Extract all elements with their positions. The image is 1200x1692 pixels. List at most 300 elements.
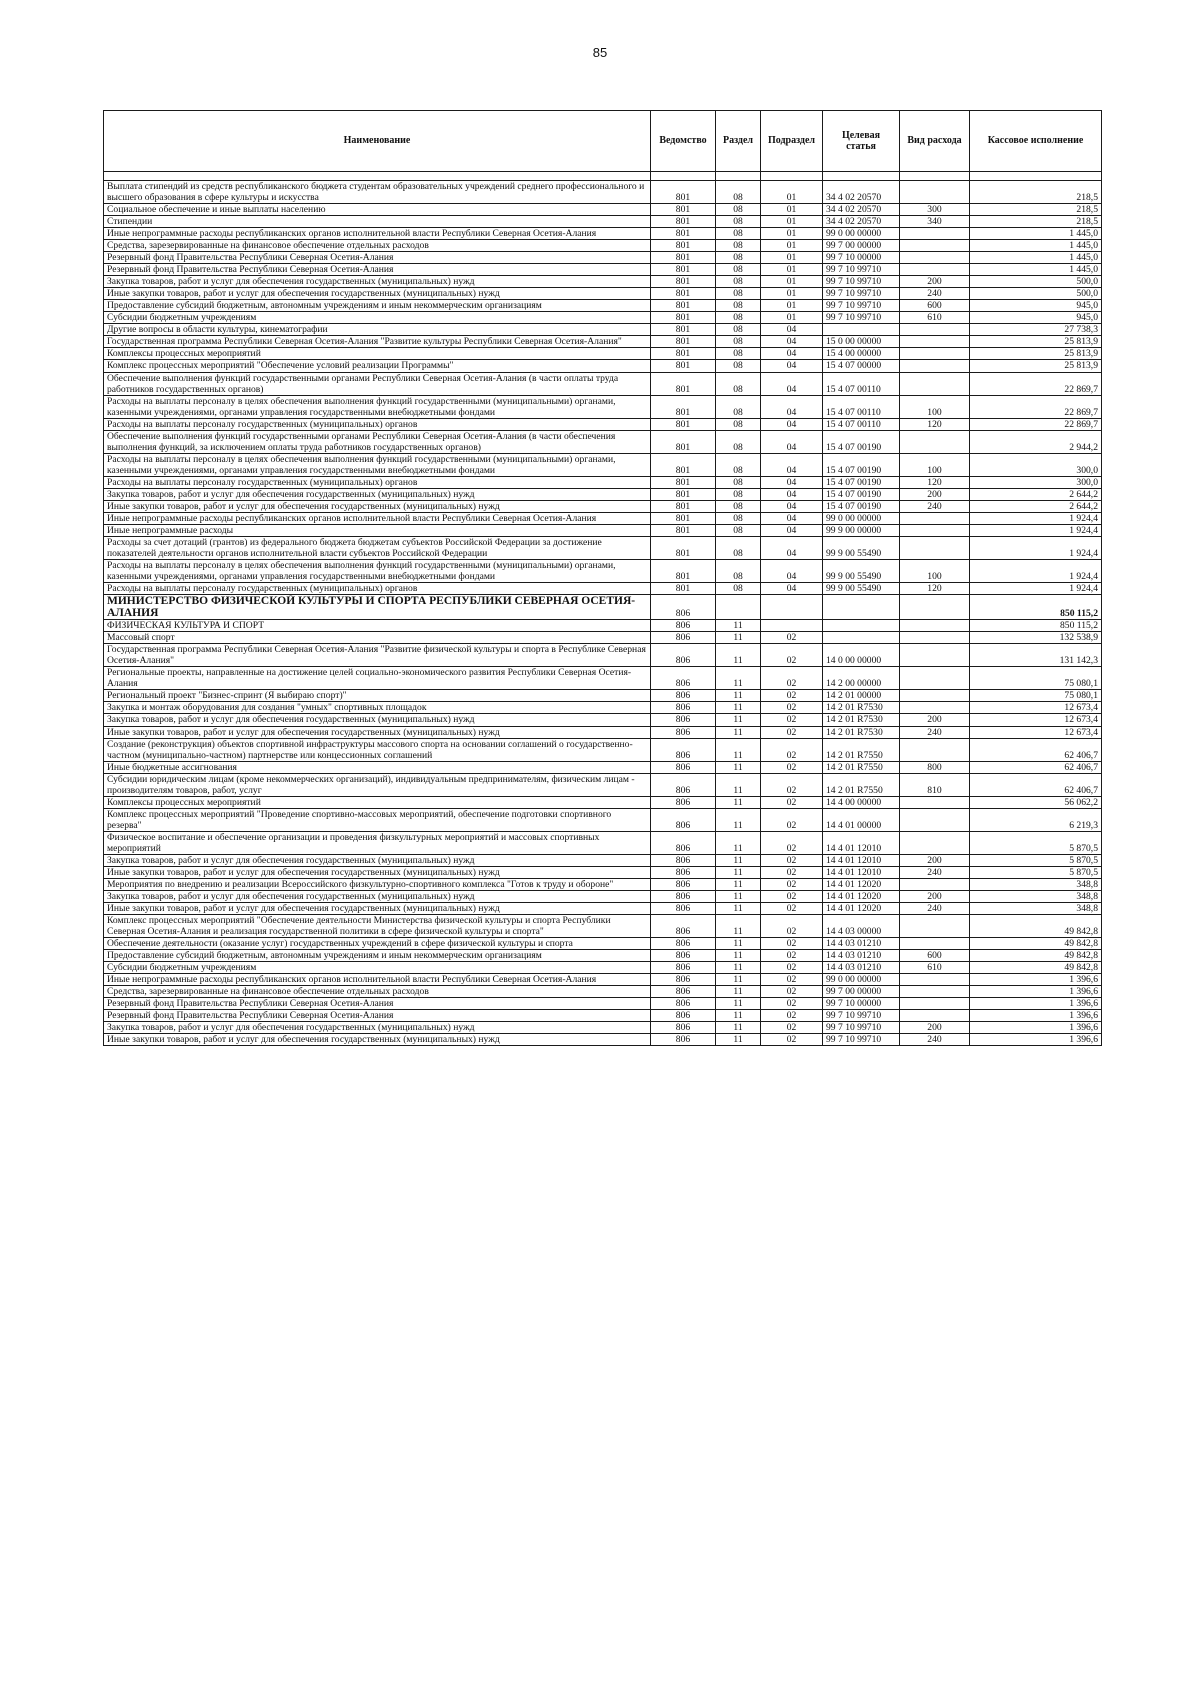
cell-vid-raskhoda: 200: [900, 276, 970, 288]
cell-celevaya-statya: 99 0 00 00000: [823, 228, 900, 240]
cell-name: МИНИСТЕРСТВО ФИЗИЧЕСКОЙ КУЛЬТУРЫ И СПОРТА РЕСПУБЛИКИ СЕВЕРНАЯ ОСЕТИЯ-АЛАНИЯ: [104, 595, 651, 620]
cell-vid-raskhoda: [900, 738, 970, 761]
cell-razdel: 11: [716, 890, 761, 902]
cell-name: Комплекс процессных мероприятий "Обеспечение деятельности Министерства физической культуры и спорта Республики Северная Осетия-Алания и реализация государственной политики в сфере физической культуры и спорта": [104, 915, 651, 938]
cell-vid-raskhoda: [900, 536, 970, 559]
cell-vedomstvo: 801: [651, 252, 716, 264]
table-header-row: [104, 111, 1102, 172]
cell-razdel: 08: [716, 500, 761, 512]
cell-name: Комплексы процессных мероприятий: [104, 348, 651, 360]
table-row: [104, 878, 1102, 890]
cell-name: Резервный фонд Правительства Республики Северная Осетия-Алания: [104, 1010, 651, 1022]
cell-vid-raskhoda: [900, 336, 970, 348]
cell-vid-raskhoda: [900, 620, 970, 632]
cell-celevaya-statya: 15 4 07 00000: [823, 360, 900, 372]
cell-podrazdel: [761, 620, 823, 632]
cell-kassovoe-ispolnenie: 1 924,4: [970, 512, 1102, 524]
page-number: 85: [592, 45, 608, 60]
cell-kassovoe-ispolnenie: 25 813,9: [970, 360, 1102, 372]
cell-kassovoe-ispolnenie: 75 080,1: [970, 667, 1102, 690]
cell-celevaya-statya: 15 4 07 00190: [823, 453, 900, 476]
cell-razdel: 08: [716, 300, 761, 312]
cell-podrazdel: 02: [761, 915, 823, 938]
cell-podrazdel: 04: [761, 560, 823, 583]
cell-name: Иные закупки товаров, работ и услуг для обеспечения государственных (муниципальных) нужд: [104, 1034, 651, 1046]
cell-vid-raskhoda: 610: [900, 312, 970, 324]
table-row: [104, 453, 1102, 476]
cell-name: Комплекс процессных мероприятий "Проведение спортивно-массовых мероприятий, обеспечение подготовки спортивного резерва": [104, 808, 651, 831]
cell-name: Резервный фонд Правительства Республики Северная Осетия-Алания: [104, 998, 651, 1010]
cell-vedomstvo: 801: [651, 430, 716, 453]
cell-kassovoe-ispolnenie: 49 842,8: [970, 915, 1102, 938]
cell-vid-raskhoda: [900, 228, 970, 240]
cell-celevaya-statya: 99 7 10 99710: [823, 288, 900, 300]
table-row: [104, 336, 1102, 348]
cell-vedomstvo: 806: [651, 1022, 716, 1034]
cell-vid-raskhoda: 610: [900, 962, 970, 974]
cell-podrazdel: 04: [761, 453, 823, 476]
cell-vid-raskhoda: [900, 808, 970, 831]
cell-kassovoe-ispolnenie: 2 644,2: [970, 488, 1102, 500]
cell-razdel: 08: [716, 488, 761, 500]
cell-podrazdel: 02: [761, 714, 823, 726]
cell-vedomstvo: 806: [651, 890, 716, 902]
cell-vedomstvo: 806: [651, 998, 716, 1010]
cell-name: Субсидии бюджетным учреждениям: [104, 962, 651, 974]
cell-podrazdel: 02: [761, 962, 823, 974]
cell-podrazdel: 02: [761, 938, 823, 950]
cell-vid-raskhoda: 240: [900, 500, 970, 512]
cell-kassovoe-ispolnenie: 1 396,6: [970, 974, 1102, 986]
cell-kassovoe-ispolnenie: 1 396,6: [970, 998, 1102, 1010]
cell-kassovoe-ispolnenie: 1 396,6: [970, 1022, 1102, 1034]
cell-vedomstvo: 801: [651, 536, 716, 559]
cell-name: Закупка товаров, работ и услуг для обеспечения государственных (муниципальных) нужд: [104, 714, 651, 726]
cell-name: Субсидии юридическим лицам (кроме некоммерческих организаций), индивидуальным предпринимателям, физическим лицам - производителям товаров, работ, услуг: [104, 773, 651, 796]
cell-name: Стипендии: [104, 216, 651, 228]
cell-vid-raskhoda: [900, 702, 970, 714]
cell-vid-raskhoda: [900, 644, 970, 667]
cell-celevaya-statya: 14 2 01 R7530: [823, 714, 900, 726]
cell-podrazdel: 02: [761, 702, 823, 714]
cell-razdel: 11: [716, 808, 761, 831]
cell-podrazdel: [761, 595, 823, 620]
cell-name: Средства, зарезервированные на финансовое обеспечение отдельных расходов: [104, 986, 651, 998]
table-row: [104, 288, 1102, 300]
cell-kassovoe-ispolnenie: 27 738,3: [970, 324, 1102, 336]
cell-kassovoe-ispolnenie: 1 445,0: [970, 228, 1102, 240]
cell-kassovoe-ispolnenie: 2 644,2: [970, 500, 1102, 512]
cell-kassovoe-ispolnenie: 6 219,3: [970, 808, 1102, 831]
cell-celevaya-statya: 34 4 02 20570: [823, 204, 900, 216]
table-row: [104, 418, 1102, 430]
cell-celevaya-statya: 99 0 00 00000: [823, 512, 900, 524]
cell-vid-raskhoda: 200: [900, 1022, 970, 1034]
cell-name: ФИЗИЧЕСКАЯ КУЛЬТУРА И СПОРТ: [104, 620, 651, 632]
cell-razdel: 11: [716, 690, 761, 702]
cell-podrazdel: 01: [761, 312, 823, 324]
table-row: [104, 808, 1102, 831]
cell-name: Иные закупки товаров, работ и услуг для обеспечения государственных (муниципальных) нужд: [104, 288, 651, 300]
cell-celevaya-statya: 99 7 10 00000: [823, 252, 900, 264]
cell-razdel: 08: [716, 312, 761, 324]
cell-podrazdel: 02: [761, 761, 823, 773]
cell-podrazdel: 02: [761, 1022, 823, 1034]
cell-vedomstvo: 801: [651, 204, 716, 216]
cell-name: Резервный фонд Правительства Республики Северная Осетия-Алания: [104, 264, 651, 276]
cell-vedomstvo: 801: [651, 418, 716, 430]
cell-kassovoe-ispolnenie: 5 870,5: [970, 854, 1102, 866]
cell-vid-raskhoda: [900, 348, 970, 360]
cell-vid-raskhoda: [900, 690, 970, 702]
cell-name: Обеспечение выполнения функций государственными органами Республики Северная Осетия-Алания (в части оплаты труда работников государственных органов): [104, 372, 651, 395]
cell-vedomstvo: 801: [651, 264, 716, 276]
cell-razdel: 11: [716, 667, 761, 690]
cell-podrazdel: 01: [761, 264, 823, 276]
table-row: [104, 300, 1102, 312]
cell-razdel: 08: [716, 336, 761, 348]
cell-podrazdel: 01: [761, 276, 823, 288]
cell-kassovoe-ispolnenie: 49 842,8: [970, 962, 1102, 974]
cell-celevaya-statya: 15 0 00 00000: [823, 336, 900, 348]
cell-celevaya-statya: 99 7 10 99710: [823, 1010, 900, 1022]
cell-kassovoe-ispolnenie: 500,0: [970, 276, 1102, 288]
table-row: [104, 1034, 1102, 1046]
cell-razdel: 08: [716, 395, 761, 418]
cell-vid-raskhoda: 200: [900, 854, 970, 866]
cell-vid-raskhoda: [900, 372, 970, 395]
cell-celevaya-statya: 99 9 00 55490: [823, 536, 900, 559]
cell-podrazdel: 02: [761, 974, 823, 986]
cell-name: Закупка товаров, работ и услуг для обеспечения государственных (муниципальных) нужд: [104, 890, 651, 902]
cell-name: Обеспечение деятельности (оказание услуг) государственных учреждений в сфере физической культуры и спорта: [104, 938, 651, 950]
cell-razdel: [716, 595, 761, 620]
cell-name: Расходы на выплаты персоналу в целях обеспечения выполнения функций государственными (муниципальными) органами, казенными учреждениями, органами управления государственными внебюджетными фондами: [104, 560, 651, 583]
cell-vedomstvo: 801: [651, 216, 716, 228]
cell-vedomstvo: 806: [651, 702, 716, 714]
cell-vid-raskhoda: [900, 878, 970, 890]
header-vid-raskhoda: Вид расхода: [900, 111, 970, 172]
cell-vid-raskhoda: 200: [900, 890, 970, 902]
cell-celevaya-statya: 99 7 10 99710: [823, 312, 900, 324]
cell-razdel: 08: [716, 204, 761, 216]
cell-podrazdel: 02: [761, 866, 823, 878]
cell-vid-raskhoda: [900, 324, 970, 336]
cell-vid-raskhoda: [900, 998, 970, 1010]
cell-name: Социальное обеспечение и иные выплаты населению: [104, 204, 651, 216]
cell-celevaya-statya: 14 2 01 R7550: [823, 761, 900, 773]
cell-podrazdel: 02: [761, 854, 823, 866]
cell-name: Расходы на выплаты персоналу в целях обеспечения выполнения функций государственными (муниципальными) органами, казенными учреждениями, органами управления государственными внебюджетными фондами: [104, 395, 651, 418]
cell-razdel: 08: [716, 360, 761, 372]
cell-razdel: 11: [716, 714, 761, 726]
cell-celevaya-statya: 14 0 00 00000: [823, 644, 900, 667]
cell-celevaya-statya: 99 7 10 99710: [823, 264, 900, 276]
cell-celevaya-statya: 14 4 01 00000: [823, 808, 900, 831]
cell-razdel: 11: [716, 950, 761, 962]
cell-kassovoe-ispolnenie: 2 944,2: [970, 430, 1102, 453]
cell-razdel: 08: [716, 453, 761, 476]
cell-kassovoe-ispolnenie: 348,8: [970, 902, 1102, 914]
cell-celevaya-statya: 14 4 01 12010: [823, 866, 900, 878]
header-vedomstvo: Ведомство: [651, 111, 716, 172]
cell-podrazdel: 04: [761, 395, 823, 418]
table-row: [104, 524, 1102, 536]
cell-vedomstvo: 801: [651, 500, 716, 512]
cell-name: Создание (реконструкция) объектов спортивной инфраструктуры массового спорта на основании соглашений о государственно-частном (муниципально-частном) партнерстве или концессионных соглашений: [104, 738, 651, 761]
table-row: [104, 240, 1102, 252]
cell-vedomstvo: 806: [651, 738, 716, 761]
cell-podrazdel: 04: [761, 500, 823, 512]
cell-vedomstvo: 801: [651, 395, 716, 418]
cell-razdel: 11: [716, 738, 761, 761]
cell-name: Иные непрограммные расходы: [104, 524, 651, 536]
table-row: [104, 773, 1102, 796]
cell-kassovoe-ispolnenie: 1 924,4: [970, 524, 1102, 536]
cell-vedomstvo: 806: [651, 938, 716, 950]
cell-razdel: 11: [716, 866, 761, 878]
cell-kassovoe-ispolnenie: 25 813,9: [970, 336, 1102, 348]
cell-razdel: 08: [716, 430, 761, 453]
cell-kassovoe-ispolnenie: 850 115,2: [970, 620, 1102, 632]
cell-kassovoe-ispolnenie: 500,0: [970, 288, 1102, 300]
cell-podrazdel: 02: [761, 644, 823, 667]
cell-podrazdel: 04: [761, 336, 823, 348]
cell-name: Мероприятия по внедрению и реализации Всероссийского физкультурно-спортивного комплекса "Готов к труду и обороне": [104, 878, 651, 890]
cell-name: Обеспечение выполнения функций государственными органами Республики Северная Осетия-Алания (в части обеспечения выполнения функций, за исключением оплаты труда работников государственных органов): [104, 430, 651, 453]
cell-vedomstvo: 806: [651, 878, 716, 890]
cell-vid-raskhoda: [900, 512, 970, 524]
cell-vedomstvo: 801: [651, 583, 716, 595]
cell-podrazdel: 04: [761, 348, 823, 360]
cell-kassovoe-ispolnenie: 49 842,8: [970, 938, 1102, 950]
cell-razdel: 11: [716, 1010, 761, 1022]
cell-kassovoe-ispolnenie: 1 924,4: [970, 560, 1102, 583]
cell-vid-raskhoda: [900, 831, 970, 854]
cell-kassovoe-ispolnenie: 850 115,2: [970, 595, 1102, 620]
cell-razdel: 11: [716, 915, 761, 938]
cell-vedomstvo: 801: [651, 276, 716, 288]
table-row: [104, 264, 1102, 276]
cell-vedomstvo: 806: [651, 690, 716, 702]
cell-name: Расходы за счет дотаций (грантов) из федерального бюджета бюджетам субъектов Российской Федерации за достижение показателей деятельности органов исполнительной власти субъектов Российской Федерации: [104, 536, 651, 559]
cell-celevaya-statya: 15 4 07 00110: [823, 418, 900, 430]
cell-vid-raskhoda: 120: [900, 583, 970, 595]
cell-vid-raskhoda: [900, 1010, 970, 1022]
table-row: [104, 915, 1102, 938]
header-gap-row: [104, 172, 1102, 181]
cell-podrazdel: 02: [761, 902, 823, 914]
cell-vedomstvo: 801: [651, 336, 716, 348]
table-row: [104, 890, 1102, 902]
table-row: [104, 312, 1102, 324]
cell-vedomstvo: 806: [651, 974, 716, 986]
cell-vid-raskhoda: [900, 938, 970, 950]
cell-name: Закупка и монтаж оборудования для создания "умных" спортивных площадок: [104, 702, 651, 714]
cell-name: Выплата стипендий из средств республиканского бюджета студентам образовательных учреждений среднего профессионального и высшего образования в сфере культуры и искусства: [104, 181, 651, 204]
table-row: [104, 324, 1102, 336]
cell-vid-raskhoda: 340: [900, 216, 970, 228]
cell-kassovoe-ispolnenie: 131 142,3: [970, 644, 1102, 667]
table-row: [104, 181, 1102, 204]
cell-kassovoe-ispolnenie: 1 924,4: [970, 536, 1102, 559]
cell-razdel: 11: [716, 962, 761, 974]
cell-vid-raskhoda: 240: [900, 902, 970, 914]
table-row: [104, 228, 1102, 240]
cell-celevaya-statya: 99 0 00 00000: [823, 974, 900, 986]
cell-razdel: 08: [716, 276, 761, 288]
cell-vid-raskhoda: 300: [900, 204, 970, 216]
cell-podrazdel: 02: [761, 726, 823, 738]
cell-podrazdel: 04: [761, 324, 823, 336]
cell-podrazdel: 04: [761, 430, 823, 453]
cell-podrazdel: 04: [761, 476, 823, 488]
cell-vid-raskhoda: 120: [900, 418, 970, 430]
cell-name: Закупка товаров, работ и услуг для обеспечения государственных (муниципальных) нужд: [104, 276, 651, 288]
cell-celevaya-statya: 34 4 02 20570: [823, 216, 900, 228]
cell-celevaya-statya: 14 4 01 12010: [823, 831, 900, 854]
header-podrazdel: Подраздел: [761, 111, 823, 172]
table-row: [104, 998, 1102, 1010]
cell-celevaya-statya: 99 9 00 00000: [823, 524, 900, 536]
cell-razdel: 11: [716, 702, 761, 714]
cell-kassovoe-ispolnenie: 218,5: [970, 216, 1102, 228]
cell-vid-raskhoda: [900, 974, 970, 986]
cell-kassovoe-ispolnenie: 25 813,9: [970, 348, 1102, 360]
cell-celevaya-statya: 99 7 10 00000: [823, 998, 900, 1010]
cell-podrazdel: 04: [761, 536, 823, 559]
cell-vedomstvo: 806: [651, 854, 716, 866]
cell-vedomstvo: 806: [651, 1010, 716, 1022]
cell-vid-raskhoda: [900, 360, 970, 372]
table-row: [104, 276, 1102, 288]
table-row: [104, 360, 1102, 372]
table-row: [104, 950, 1102, 962]
cell-vid-raskhoda: 200: [900, 488, 970, 500]
cell-celevaya-statya: [823, 595, 900, 620]
cell-vedomstvo: 801: [651, 300, 716, 312]
cell-celevaya-statya: 99 7 10 99710: [823, 1022, 900, 1034]
cell-vid-raskhoda: 600: [900, 300, 970, 312]
cell-name: Иные бюджетные ассигнования: [104, 761, 651, 773]
cell-kassovoe-ispolnenie: 5 870,5: [970, 831, 1102, 854]
cell-vedomstvo: 801: [651, 288, 716, 300]
cell-name: Иные непрограммные расходы республиканских органов исполнительной власти Республики Северная Осетия-Алания: [104, 974, 651, 986]
table-row: [104, 962, 1102, 974]
cell-podrazdel: 04: [761, 524, 823, 536]
table-row: [104, 348, 1102, 360]
cell-celevaya-statya: 14 4 01 12010: [823, 854, 900, 866]
cell-podrazdel: 02: [761, 831, 823, 854]
cell-podrazdel: 02: [761, 878, 823, 890]
cell-razdel: 08: [716, 252, 761, 264]
cell-celevaya-statya: 14 2 01 R7530: [823, 702, 900, 714]
header-kassovoe-ispolnenie: Кассовое исполнение: [970, 111, 1102, 172]
cell-razdel: 11: [716, 644, 761, 667]
cell-razdel: 08: [716, 216, 761, 228]
cell-kassovoe-ispolnenie: 12 673,4: [970, 714, 1102, 726]
cell-razdel: 08: [716, 181, 761, 204]
cell-razdel: 11: [716, 632, 761, 644]
cell-vedomstvo: 801: [651, 476, 716, 488]
cell-kassovoe-ispolnenie: 5 870,5: [970, 866, 1102, 878]
cell-vid-raskhoda: [900, 240, 970, 252]
cell-vedomstvo: 806: [651, 620, 716, 632]
cell-razdel: 08: [716, 264, 761, 276]
table-row: [104, 1022, 1102, 1034]
cell-razdel: 11: [716, 902, 761, 914]
table-row: [104, 690, 1102, 702]
cell-kassovoe-ispolnenie: 1 445,0: [970, 264, 1102, 276]
cell-podrazdel: 02: [761, 1034, 823, 1046]
table-row: [104, 974, 1102, 986]
cell-podrazdel: 02: [761, 986, 823, 998]
cell-vedomstvo: 801: [651, 181, 716, 204]
cell-vid-raskhoda: [900, 252, 970, 264]
cell-vedomstvo: 801: [651, 453, 716, 476]
cell-name: Резервный фонд Правительства Республики Северная Осетия-Алания: [104, 252, 651, 264]
cell-razdel: 11: [716, 854, 761, 866]
cell-razdel: 11: [716, 620, 761, 632]
cell-vedomstvo: 806: [651, 761, 716, 773]
cell-vid-raskhoda: 120: [900, 476, 970, 488]
cell-name: Иные непрограммные расходы республиканских органов исполнительной власти Республики Северная Осетия-Алания: [104, 512, 651, 524]
cell-podrazdel: 04: [761, 512, 823, 524]
cell-razdel: 08: [716, 240, 761, 252]
cell-razdel: 11: [716, 726, 761, 738]
cell-vedomstvo: 806: [651, 866, 716, 878]
cell-razdel: 11: [716, 974, 761, 986]
table-row: [104, 204, 1102, 216]
cell-kassovoe-ispolnenie: 56 062,2: [970, 796, 1102, 808]
cell-name: Иные непрограммные расходы республиканских органов исполнительной власти Республики Северная Осетия-Алания: [104, 228, 651, 240]
table-row: [104, 500, 1102, 512]
cell-kassovoe-ispolnenie: 62 406,7: [970, 761, 1102, 773]
cell-celevaya-statya: 15 4 07 00110: [823, 372, 900, 395]
cell-razdel: 08: [716, 476, 761, 488]
table-row: [104, 620, 1102, 632]
cell-podrazdel: 02: [761, 632, 823, 644]
cell-vedomstvo: 806: [651, 915, 716, 938]
budget-execution-table: [103, 110, 1102, 1046]
cell-vedomstvo: 806: [651, 831, 716, 854]
cell-vid-raskhoda: 240: [900, 1034, 970, 1046]
cell-vid-raskhoda: 240: [900, 866, 970, 878]
cell-kassovoe-ispolnenie: 218,5: [970, 204, 1102, 216]
cell-name: Другие вопросы в области культуры, кинематографии: [104, 324, 651, 336]
cell-vid-raskhoda: 200: [900, 714, 970, 726]
cell-razdel: 11: [716, 938, 761, 950]
cell-vid-raskhoda: [900, 430, 970, 453]
cell-vedomstvo: 806: [651, 950, 716, 962]
cell-podrazdel: 02: [761, 690, 823, 702]
cell-razdel: 08: [716, 560, 761, 583]
cell-celevaya-statya: 14 4 01 12020: [823, 902, 900, 914]
table-row: [104, 372, 1102, 395]
cell-name: Государственная программа Республики Северная Осетия-Алания "Развитие физической культуры и спорта в Республике Северная Осетия-Алания": [104, 644, 651, 667]
cell-razdel: 11: [716, 1034, 761, 1046]
cell-razdel: 08: [716, 418, 761, 430]
cell-name: Закупка товаров, работ и услуг для обеспечения государственных (муниципальных) нужд: [104, 854, 651, 866]
cell-kassovoe-ispolnenie: 218,5: [970, 181, 1102, 204]
cell-vedomstvo: 801: [651, 512, 716, 524]
cell-celevaya-statya: 14 2 01 00000: [823, 690, 900, 702]
table-row: [104, 216, 1102, 228]
cell-celevaya-statya: 14 2 00 00000: [823, 667, 900, 690]
cell-celevaya-statya: 14 4 01 12020: [823, 890, 900, 902]
cell-razdel: 11: [716, 986, 761, 998]
table-row: [104, 986, 1102, 998]
